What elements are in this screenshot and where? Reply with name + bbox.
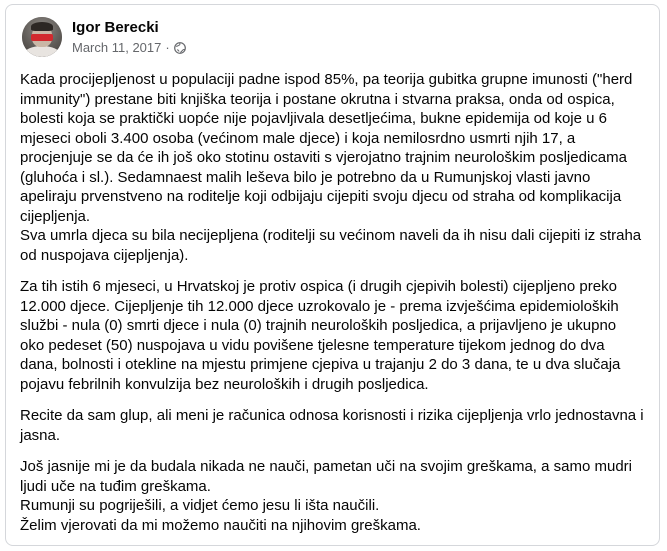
text-line: (gluhoća i sl.). Sedamnaest malih leševa bilo je potrebno da u Rumunjskoj vlasti javno [20, 168, 591, 186]
text-line: od nuspojava cijepljenja). [20, 246, 189, 264]
text-line: immunity") prestane biti knjiška teorija i postane okrutna i stvarna praksa, onda od ospica, [20, 90, 615, 108]
post-meta [72, 40, 186, 55]
text-line: ljudi uče na tuđim greškama. [20, 477, 211, 495]
text-line: 12.000 djece. Cijepljenje tih 12.000 djece uzrokovalo je - prema izvješćima epidemioloških [20, 297, 619, 315]
text-line: jasna. [20, 426, 61, 444]
text-line: oko pedeset (50) nuspojava u vidu povišene tjelesne temperature tijekom jednog do dva [20, 336, 605, 354]
globe-icon [174, 42, 186, 54]
paragraph-1 [20, 70, 650, 265]
text-line: pojavu febrilnih konvulzija bez neuroloških i drugih posljedica. [20, 375, 429, 393]
text-line: bolesti koja se praktički uopće nije pojavljivala desetljećima, bukne epidemija od koje u 6 [20, 110, 607, 127]
text-line: Još jasnije mi je da budala nikada ne nauči, pametan uči na svojim greškama, a samo mudri [20, 458, 632, 475]
post-text [20, 70, 650, 535]
author-name[interactable]: Igor Berecki [72, 19, 159, 36]
paragraph-3 [20, 406, 650, 445]
paragraph-4 [20, 457, 650, 535]
text-line: mjeseci oboli 3.400 osoba (većinom male djece) i koja nemilosrdno usmrti njih 17, a [20, 129, 576, 147]
text-line: Želim vjerovati da mi možemo naučiti na njihovim greškama. [20, 516, 421, 534]
text-line: Recite da sam glup, ali meni je računica odnosa korisnosti i rizika cijepljenja vrlo jednostavna i [20, 407, 644, 424]
text-line: apeliraju prvenstveno na roditelje koji odbijaju cijepiti svoju djecu od straha od komplikacija [20, 188, 622, 205]
text-line: Kada procijepljenost u populaciji padne ispod 85%, pa teorija gubitka grupne imunosti ("herd [20, 71, 633, 88]
post-card [5, 4, 660, 546]
text-line: cijepljenja. [20, 207, 91, 225]
paragraph-2 [20, 277, 650, 394]
text-line: Rumunji su pogriješili, a vidjet ćemo jesu li išta naučili. [20, 497, 380, 514]
text-line: službi - nula (0) smrti djece i nula (0) trajnih neuroloških posljedica, a prijavljeno je ukupno [20, 317, 617, 334]
post-date[interactable]: March 11, 2017 [72, 40, 162, 55]
text-line: Za tih istih 6 mjeseci, u Hrvatskoj je protiv ospica (i drugih cjepivih bolesti) cijepljeno preko [20, 278, 617, 295]
text-line: Sva umrla djeca su bila necijepljena (roditelji su većinom naveli da ih nisu dali cijepiti iz straha [20, 227, 642, 244]
text-line: dana, bolnosti i otekline na mjestu primjene cjepiva u trajanju 2 do 3 dana, te u dva slučaja [20, 356, 621, 373]
meta-separator: · [165, 40, 170, 55]
avatar[interactable] [22, 17, 62, 57]
text-line: procjenjuje se da će ih još oko stotinu ostaviti s vjerojatno trajnim neurološkim posljedicama [20, 149, 627, 166]
